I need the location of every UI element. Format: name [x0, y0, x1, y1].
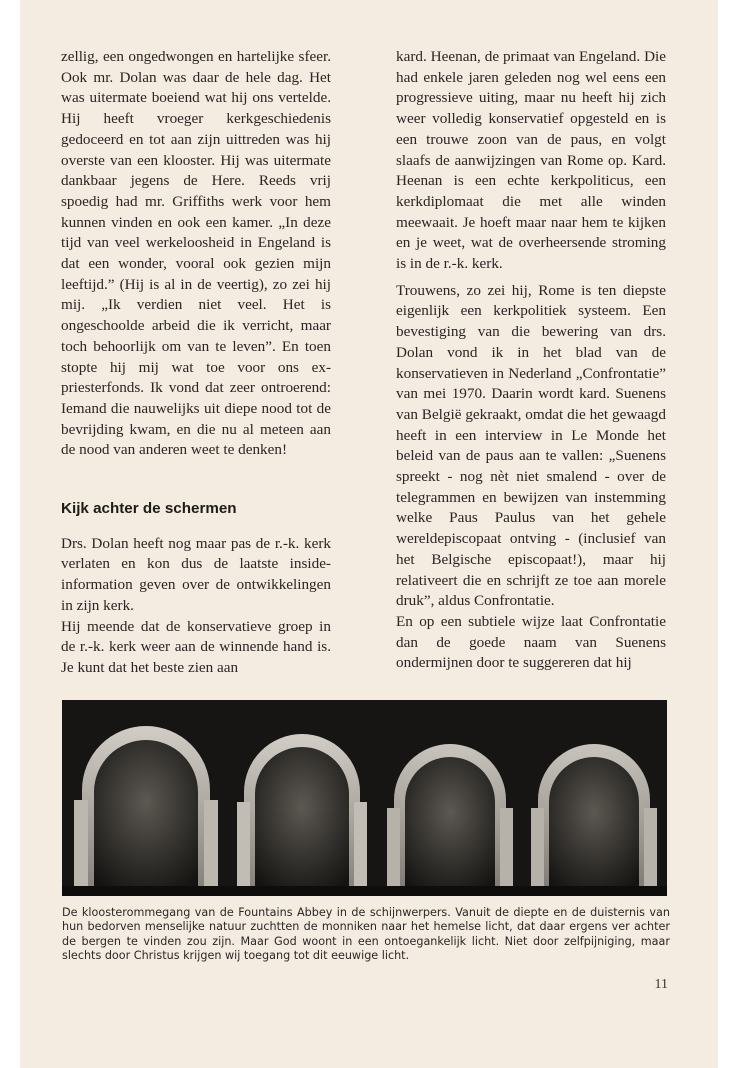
left-column: [61, 47, 331, 679]
right-column: [396, 47, 666, 674]
cloister-photo: [62, 700, 667, 896]
page-number: 11: [654, 977, 668, 992]
right-paragraph-2: Trouwens, zo zei hij, Rome is ten diepste eigenlijk een kerkpolitiek systeem. Een bevestiging van die bewering van drs. Dolan vond ik in het blad van de konservatieven in Nederland „Confrontatie” van mei 1970. Daarin wordt kard. Suenens van België gekraakt, omdat die het gewaagd heeft in een interview in Le Monde het beleid van de paus aan te vallen: „Suenens spreekt - nog nèt niet smalend - over de telegrammen en bewijzen van instemming welke Paus Paulus van het gehele wereldepiscopaat ontving - (inclusief van het Belgische episcopaat!), maar hij relativeert die en schrijft ze toe aan morele druk”, aldus Confrontatie.: [396, 281, 666, 610]
page: [20, 0, 718, 1068]
left-paragraph-1: zellig, een ongedwongen en hartelijke sfeer. Ook mr. Dolan was daar de hele dag. Het was uitermate boeiend wat hij ons vertelde. Hij heeft vroeger kerkgeschiedenis gedoceerd en tot aan zijn uittreden was hij overste van een klooster. Hij was uitermate dankbaar jegens de Here. Reeds vrij spoedig had mr. Griffiths werk voor hem kunnen vinden en ook een kamer. „In deze tijd van veel werkeloosheid in Engeland is dat een wonder, vooral ook gezien mijn leeftijd.” (Hij is al in de veertig), zo zei hij mij. „Ik verdien niet veel. Het is ongeschoolde arbeid die ik verricht, maar toch behoorlijk om van te leven”. En toen stopte hij mij wat toe voor ons ex-priesterfonds. Ik vond dat zeer ontroerend: Iemand die nauwelijks uit diepe nood tot de bevrijding kwam, en die nu al meteen aan de nood van anderen weet te denken!: [61, 48, 331, 459]
right-paragraph-3: En op een subtiele wijze laat Confrontatie dan de goede naam van Suenens ondermijnen door te suggereren dat hij: [396, 612, 666, 672]
left-paragraph-3: Hij meende dat de konservatieve groep in de r.-k. kerk weer aan de winnende hand is. Je kunt dat het beste zien aan: [61, 617, 331, 676]
left-paragraph-2: Drs. Dolan heeft nog maar pas de r.-k. kerk verlaten en kon dus de laatste inside-information geven over de ontwikkelingen in zijn kerk.: [61, 534, 331, 614]
cloister-arches-image: [62, 700, 667, 896]
right-paragraph-1: kard. Heenan, de primaat van Engeland. Die had enkele jaren geleden nog wel eens een progressieve uiting, maar nu heeft hij zich weer volledig konservatief opgesteld en is een trouwe zoon van de paus, en volgt slaafs de aanwijzingen van Rome op. Kard. Heenan is een echte kerkpoliticus, een kerkdiplomaat die met alle winden meewaait. Je hoeft maar naar hem te kijken en je weet, wat de overheersende stroming is in de r.-k. kerk.: [396, 48, 666, 273]
section-heading: Kijk achter de schermen: [61, 500, 237, 518]
photo-caption: De kloosterommegang van de Fountains Abbey in de schijnwerpers. Vanuit de diepte en de duisternis van hun bedorven menselijke natuur zuchtten de monniken naar het hemelse licht, dat daar ergens ver achter de bergen te vinden zou zijn. Maar God woont in een ontoegankelijk licht. Niet door zelfpijniging, maar slechts door Christus krijgen wij toegang tot dit eeuwige licht.: [62, 906, 670, 963]
